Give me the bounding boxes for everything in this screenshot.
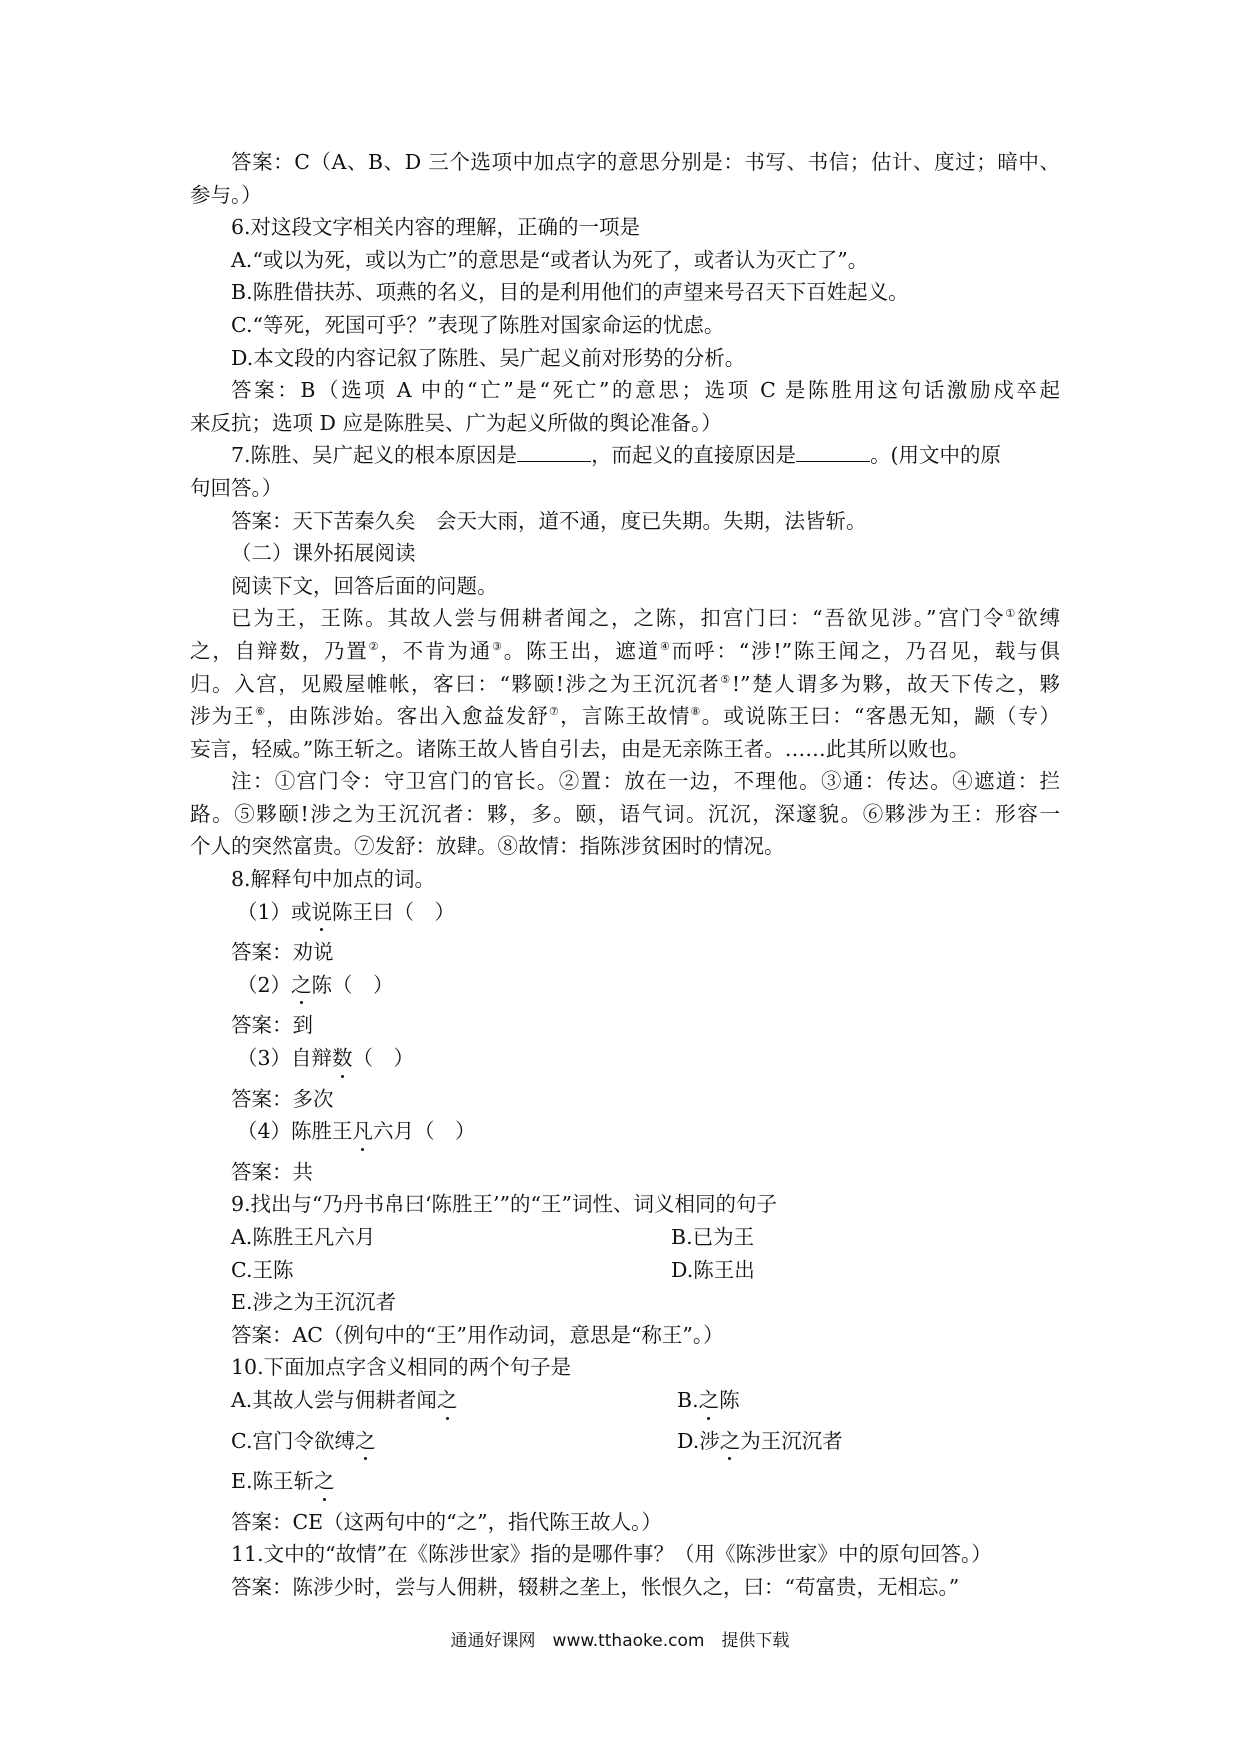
answer-9: 答案：AC（例句中的“王”用作动词，意思是“称王”。） xyxy=(231,1322,724,1347)
dotted-char: 之 xyxy=(314,1465,335,1498)
dotted-char: 之 xyxy=(355,1425,376,1458)
q10-option-e: E.陈王斩之 xyxy=(190,1465,1060,1498)
q6-option-b: B.陈胜借扶苏、项燕的名义，目的是利用他们的声望来号召天下百姓起义。 xyxy=(231,280,909,305)
answer-6-line-2: 来反抗；选项 D 应是陈胜吴、广为起义所做的舆论准备。） xyxy=(190,410,722,435)
question-7-line-1: 7.陈胜、吴广起义的根本原因是 ，而起义的直接原因是 。(用文中的原 xyxy=(231,443,1002,468)
q6-option-c: C.“等死，死国可乎？”表现了陈胜对国家命运的忧虑。 xyxy=(231,312,725,337)
passage-line-5: 妄言，轻威。”陈王斩之。诸陈王故人皆自引去，由是无亲陈王者。……此其所以败也。 xyxy=(190,736,970,761)
answer-8-1: 答案：劝说 xyxy=(231,940,334,965)
q8-item-4: （4）陈胜王凡六月（ ） xyxy=(190,1115,1060,1148)
question-6: 6.对这段文字相关内容的理解，正确的一项是 xyxy=(231,215,641,240)
dotted-char: 之 xyxy=(720,1425,741,1458)
answer-5-line-2: 参与。） xyxy=(190,182,262,207)
notes-line-3: 个人的突然富贵。⑦发舒：放肆。⑧故情：指陈涉贫困时的情况。 xyxy=(190,834,785,859)
q6-option-d: D.本文段的内容记叙了陈胜、吴广起义前对形势的分析。 xyxy=(231,345,746,370)
question-9: 9.找出与“乃丹书帛曰‘陈胜王’”的“王”词性、词义相同的句子 xyxy=(231,1192,778,1217)
answer-8-4: 答案：共 xyxy=(231,1159,313,1184)
q9-option-e: E.涉之为王沉沉者 xyxy=(231,1290,396,1315)
q8-item-2: （2）之陈（ ） xyxy=(190,969,1060,1002)
q10-option-d: D.涉之为王沉沉者 xyxy=(671,1425,843,1458)
passage-line-2: 之，自辩数，乃置②，不肯为通③。陈王出，遮道④而呼：“涉!”陈王闻之，乃召见，载与俱 xyxy=(190,638,1061,663)
document-body xyxy=(190,146,1060,1604)
q9-option-b: B.已为王 xyxy=(671,1225,755,1249)
answer-5-line-1: 答案：C（A、B、D 三个选项中加点字的意思分别是：书写、书信；估计、度过；暗中、 xyxy=(231,150,1060,174)
q9-options-row-1 xyxy=(190,1221,1060,1254)
reading-instruction: 阅读下文，回答后面的问题。 xyxy=(231,573,498,598)
q6-option-a: A.“或以为死，或以为亡”的意思是“或者认为死了，或者认为灭亡了”。 xyxy=(231,247,869,272)
q9-option-a: A.陈胜王凡六月 xyxy=(231,1225,376,1249)
q10-option-c: C.宫门令欲缚之 xyxy=(231,1425,671,1458)
answer-8-2: 答案：到 xyxy=(231,1013,313,1038)
passage-line-1: 已为王，王陈。其故人尝与佣耕者闻之，之陈，扣宫门曰：“吾欲见涉。”宫门令①欲缚 xyxy=(231,606,1060,631)
answer-10: 答案：CE（这两句中的“之”，指代陈王故人。） xyxy=(231,1509,662,1534)
passage-line-4: 涉为王⑥，由陈涉始。客出入愈益发舒⑦，言陈王故情⑧。或说陈王曰：“客愚无知，颛（专） xyxy=(190,704,1060,729)
notes-line-1: 注：①宫门令：守卫宫门的官长。②置：放在一边，不理他。③通：传达。④遮道：拦 xyxy=(231,769,1060,794)
q9-option-d: D.陈王出 xyxy=(671,1257,755,1282)
fill-blank-2 xyxy=(796,443,870,462)
section-heading-extended-reading: （二）课外拓展阅读 xyxy=(231,541,416,566)
q8-item-1: （1）或说陈王曰（ ） xyxy=(190,896,1060,929)
question-7-line-2: 句回答。） xyxy=(190,475,283,500)
q10-option-b: B.之陈 xyxy=(671,1384,740,1417)
dotted-char: 之 xyxy=(699,1384,720,1417)
q9-option-c: C.王陈 xyxy=(231,1257,294,1282)
q9-options-row-2 xyxy=(190,1254,1060,1287)
notes-line-2: 路。⑤夥颐!涉之为王沉沉者：夥，多。颐，语气词。沉沉，深邃貌。⑥夥涉为王：形容一 xyxy=(190,801,1060,826)
answer-7: 答案：天下苦秦久矣 会天大雨，道不通，度已失期。失期，法皆斩。 xyxy=(231,508,867,533)
answer-6-line-1: 答案：B（选项 A 中的“亡”是“死亡”的意思；选项 C 是陈胜用这句话激励戍卒起 xyxy=(231,378,1060,403)
answer-8-3: 答案：多次 xyxy=(231,1086,334,1111)
page-footer: 通通好课网 www.tthaoke.com 提供下载 xyxy=(450,1631,790,1651)
answer-11: 答案：陈涉少时，尝与人佣耕，辍耕之垄上，怅恨久之，曰：“苟富贵，无相忘。” xyxy=(231,1574,960,1599)
dotted-char: 之 xyxy=(437,1384,458,1417)
dotted-char: 之 xyxy=(291,969,312,1002)
dotted-char: 凡 xyxy=(353,1115,374,1148)
question-10: 10.下面加点字含义相同的两个句子是 xyxy=(231,1355,572,1380)
dotted-char: 说 xyxy=(312,896,333,929)
q10-options-row-2 xyxy=(190,1425,1060,1458)
q10-options-row-1 xyxy=(190,1384,1060,1417)
q8-item-3: （3）自辩数（ ） xyxy=(190,1042,1060,1075)
q10-option-a: A.其故人尝与佣耕者闻之 xyxy=(231,1384,671,1417)
question-11: 11.文中的“故情”在《陈涉世家》指的是哪件事？（用《陈涉世家》中的原句回答。） xyxy=(231,1542,992,1567)
passage-line-3: 归。入宫，见殿屋帷帐，客曰：“夥颐!涉之为王沉沉者⑤!”楚人谓多为夥，故天下传之，夥 xyxy=(190,671,1060,696)
dotted-char: 数 xyxy=(332,1042,353,1075)
question-8: 8.解释句中加点的词。 xyxy=(231,867,436,892)
fill-blank-1 xyxy=(517,443,591,462)
